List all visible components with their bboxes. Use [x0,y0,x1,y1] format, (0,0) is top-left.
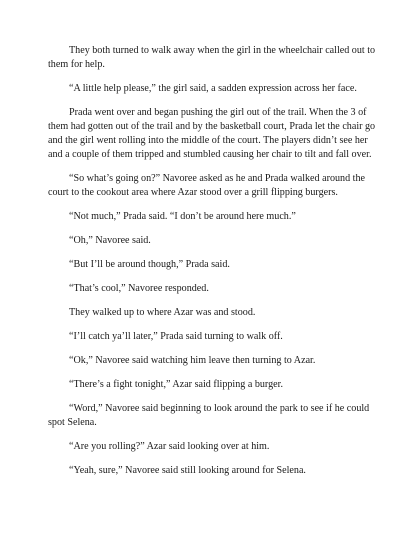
paragraph-5: “Not much,” Prada said. “I don’t be around here much.” [69,211,296,222]
paragraph-9: They walked up to where Azar was and stood. [69,307,256,318]
paragraph-1: They both turned to walk away when the girl in the wheelchair called out to them for help. [48,45,376,70]
paragraph-10: “I’ll catch ya’ll later,” Prada said turning to walk off. [69,331,283,342]
paragraph-13: “Word,” Navoree said beginning to look around the park to see if he could spot Selena. [48,403,370,428]
paragraph-6: “Oh,” Navoree said. [69,235,151,246]
paragraph-4: “So what’s going on?” Navoree asked as he and Prada walked around the court to the cookout area where Azar stood over a grill flipping burgers. [48,173,365,198]
paragraph-11: “Ok,” Navoree said watching him leave then turning to Azar. [69,355,316,366]
paragraph-12: “There’s a fight tonight,” Azar said flipping a burger. [69,379,283,390]
paragraph-3-part-1: Prada went over and began pushing the girl out of the trail. When the 3 of them had gotten out of the trail and by the basketball court, Prada let the chair go and the girl went rolling into the middle of the court. [48,107,376,146]
paragraph-3 [48,106,378,162]
document-page [48,44,378,488]
paragraph-15: “Yeah, sure,” Navoree said still looking around for Selena. [69,465,306,476]
paragraph-8: “That’s cool,” Navoree responded. [69,283,209,294]
paragraph-14: “Are you rolling?” Azar said looking over at him. [69,441,270,452]
paragraph-3-part-2: The players didn’t see her and a couple of them tripped and stumbled causing her chair to tilt and fall over. [48,135,372,160]
paragraph-2: “A little help please,” the girl said, a sadden expression across her face. [69,83,357,94]
paragraph-7: “But I’ll be around though,” Prada said. [69,259,230,270]
